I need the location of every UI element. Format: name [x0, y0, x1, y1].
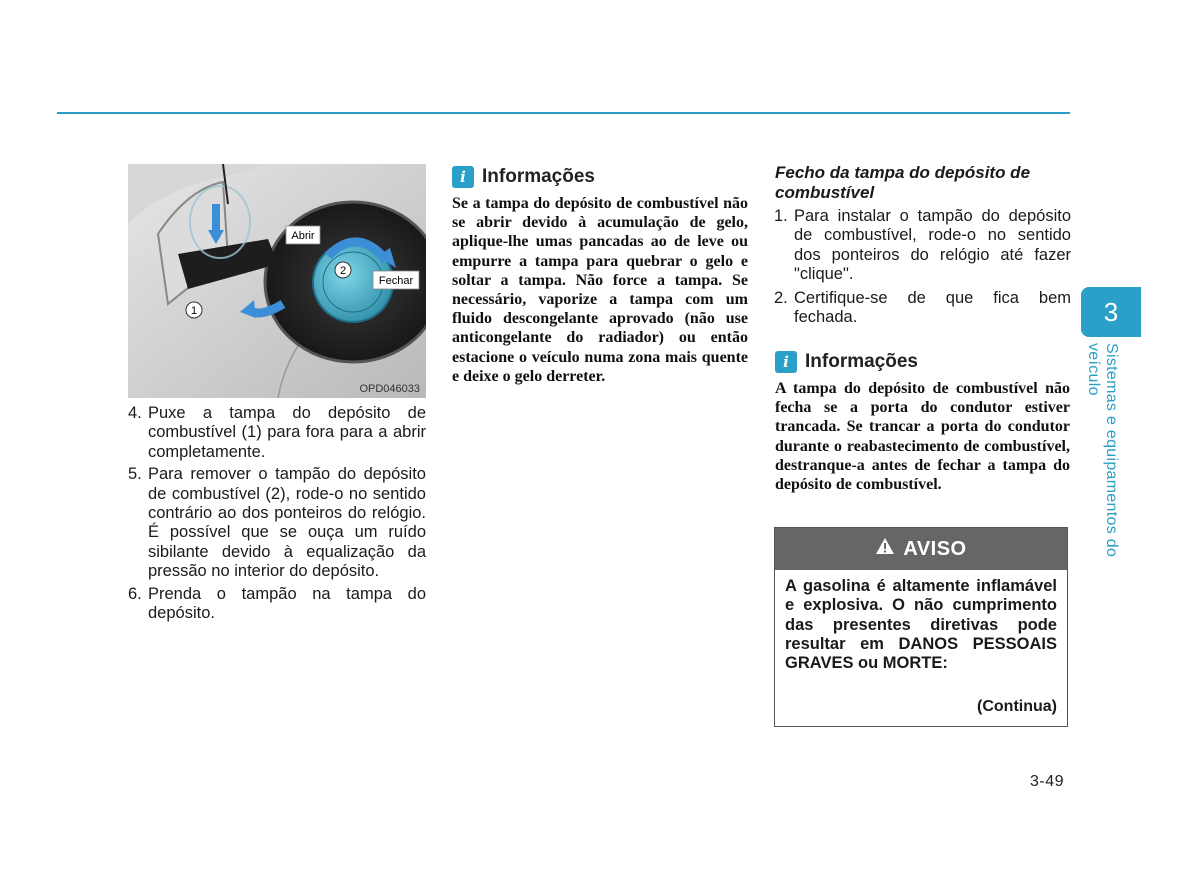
info-box-ice [452, 166, 748, 386]
step-text: Prenda o tampão na tampa do depósito. [148, 584, 426, 623]
chapter-tab [1081, 287, 1141, 337]
fuel-door-illustration [128, 164, 426, 398]
info-title: Informações [805, 351, 918, 372]
list-item [128, 404, 426, 462]
list-item [774, 289, 1071, 328]
warning-title: AVISO [903, 537, 967, 560]
header-rule [57, 112, 1070, 114]
step-text: Certifique-se de que fica bem fechada. [794, 288, 1071, 327]
info-header [775, 351, 1070, 373]
info-body: Se a tampa do depósito de combustível não se abrir devido à acumulação de gelo, aplique-lhe umas pancadas ao de leve ou empurre a tampa para quebrar o gelo e soltar a tampa. Não force a tampa. Se necessário, vaporize a tampa com um fluido descongelante aprovado (não use anticongelante do radiador) ou então estacione o veículo numa zona mais quente e deixe o gelo derreter. [452, 195, 748, 385]
chapter-side-label: Sistemas e equipamentos do veículo [1085, 343, 1120, 558]
warning-header [775, 528, 1067, 570]
list-item [128, 585, 426, 624]
list-item [774, 207, 1071, 285]
warning-triangle-icon [875, 537, 895, 561]
warning-box [774, 527, 1068, 727]
section-title: Fecho da tampa do depósito de combustível [775, 163, 1031, 202]
chapter-number: 3 [1103, 296, 1119, 327]
info-body: A tampa do depósito de combustível não fecha se a porta do condutor estiver trancada. Se trancar a porta do condutor durante o reabastecimento de combustível, destranque-a antes de fechar a tampa do depósito de combustível. [775, 380, 1070, 494]
close-label: Fechar [378, 275, 414, 287]
step-number: 6. [128, 584, 142, 603]
step-number: 2. [774, 288, 788, 307]
step-number: 4. [128, 404, 142, 422]
callout-2: 2 [339, 265, 347, 277]
step-text: Para remover o tampão do depósito de combustível (2), rode-o no sentido contrário ao dos ponteiros do relógio. É possível que se ouça um ruído sibilante devido à equalização da pressão no interior do depósito. [148, 465, 426, 581]
fuel-door-drawing [128, 164, 426, 398]
callout-1: 1 [190, 305, 198, 317]
open-label: Abrir [291, 230, 315, 242]
step-text: Para instalar o tampão do depósito de combustível, rode-o no sentido dos ponteiros do relógio até fazer "clique". [794, 207, 1071, 284]
info-title: Informações [482, 166, 595, 187]
info-icon: i [452, 166, 474, 188]
figure-code: OPD046033 [359, 383, 420, 395]
step-number: 1. [774, 207, 788, 225]
step-number: 5. [128, 465, 142, 484]
page-number: 3-49 [1030, 773, 1065, 790]
step-text: Puxe a tampa do depósito de combustível (1) para fora para a abrir completamente. [148, 404, 426, 461]
info-header [452, 166, 748, 188]
right-steps-list [774, 207, 1071, 331]
left-steps-list [128, 404, 426, 626]
list-item [128, 465, 426, 581]
warning-body: A gasolina é altamente inflamável e explosiva. O não cumprimento das presentes diretivas pode resultar em DANOS PESSOAIS GRAVES ou MORTE: [785, 577, 1057, 673]
info-icon: i [775, 351, 797, 373]
info-box-door-lock [775, 351, 1070, 494]
continued-label: (Continua) [977, 698, 1057, 715]
